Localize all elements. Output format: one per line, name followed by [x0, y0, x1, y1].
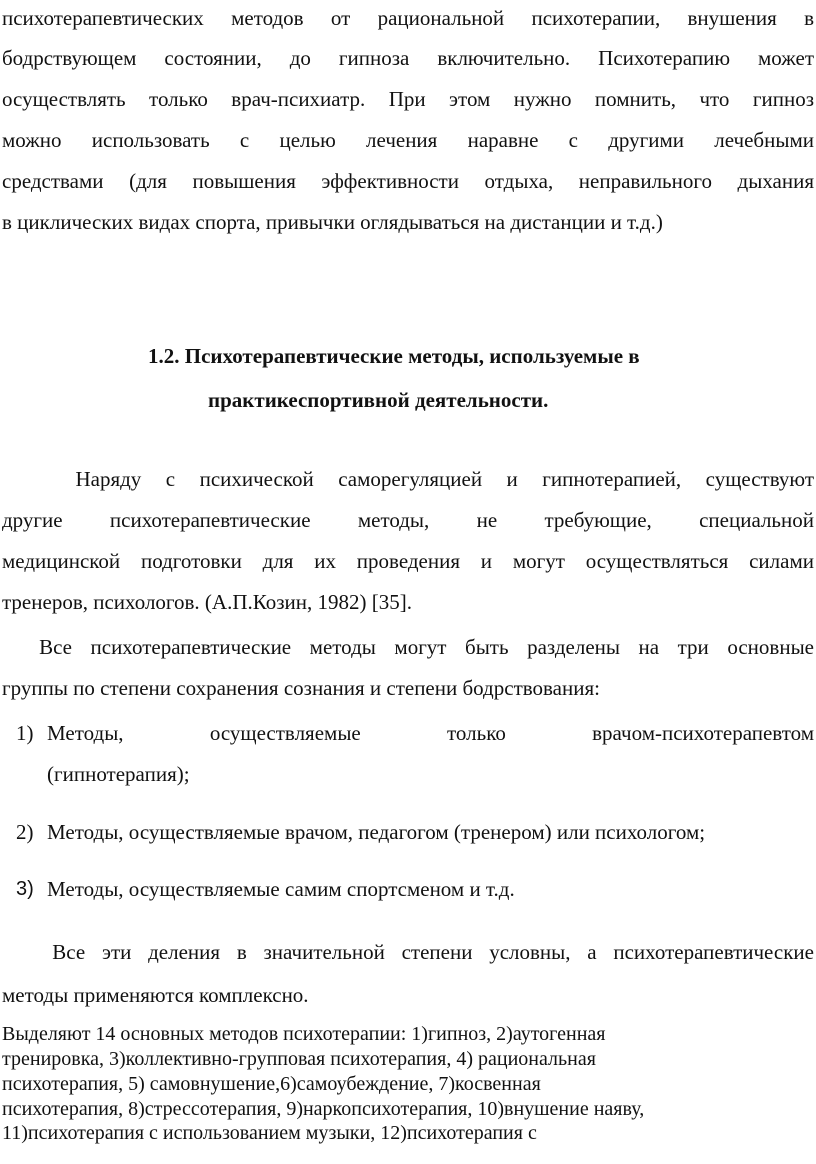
list-item-text: Методы, осуществляемые самим спортсменом и т.д.	[47, 877, 515, 901]
list-item-text: Методы, осуществляемые врачом, педагогом (тренером) или психологом;	[47, 820, 706, 844]
final-line-4: психотерапия, 8)стрессотерапия, 9)наркопсихотерапия, 10)внушение наяву,	[2, 1098, 645, 1120]
para3-line-2: методы применяются комплексно.	[2, 983, 309, 1007]
para2-line-1: Все психотерапевтические методы могут быть разделены на три основные	[2, 635, 814, 659]
intro-line-1: психотерапевтических методов от рациональной психотерапии, внушения в	[2, 6, 814, 30]
para1-line-2: другие психотерапевтические методы, не требующие, специальной	[2, 508, 814, 532]
para2-line-2: группы по степени сохранения сознания и степени бодрствования:	[2, 676, 600, 700]
final-line-3: психотерапия, 5) самовнушение,6)самоубеждение, 7)косвенная	[2, 1073, 541, 1095]
para1-line-4: тренеров, психологов. (А.П.Козин, 1982) [35].	[2, 590, 412, 614]
intro-line-3: осуществлять только врач-психиатр. При этом нужно помнить, что гипноз	[2, 87, 814, 111]
section-heading-line-1: 1.2. Психотерапевтические методы, используемые в	[148, 344, 640, 368]
final-line-5: 11)психотерапия с использованием музыки, 12)психотерапия с	[2, 1122, 537, 1144]
list-number: 3)	[16, 878, 34, 900]
list-item-3	[16, 869, 814, 910]
para1-line-1: Наряду с психической саморегуляцией и гипнотерапией, существуют	[2, 467, 814, 491]
intro-line-6: в циклических видах спорта, привычки оглядываться на дистанции и т.д.)	[2, 210, 663, 234]
list-number: 2)	[16, 820, 34, 844]
list-item-text-line-1: Методы, осуществляемые только врачом-психотерапевтом	[47, 721, 814, 745]
list-item-1	[16, 713, 814, 795]
intro-line-2: бодрствующем состоянии, до гипноза включительно. Психотерапию может	[2, 46, 814, 70]
intro-line-5: средствами (для повышения эффективности отдыха, неправильного дыхания	[2, 169, 814, 193]
list-item-text-line-2: (гипнотерапия);	[47, 761, 190, 786]
para3-line-1: Все эти деления в значительной степени условны, а психотерапевтические	[2, 940, 814, 964]
para1-line-3: медицинской подготовки для их проведения и могут осуществляться силами	[2, 549, 814, 573]
section-heading-line-2: практикеспортивной деятельности.	[208, 388, 549, 412]
list-item-2	[16, 812, 814, 853]
final-line-2: тренировка, 3)коллективно-групповая психотерапия, 4) рациональная	[2, 1048, 596, 1070]
final-line-1: Выделяют 14 основных методов психотерапии: 1)гипноз, 2)аутогенная	[2, 1023, 606, 1045]
intro-line-4: можно использовать с целью лечения наравне с другими лечебными	[2, 128, 814, 152]
list-number: 1)	[16, 721, 34, 745]
